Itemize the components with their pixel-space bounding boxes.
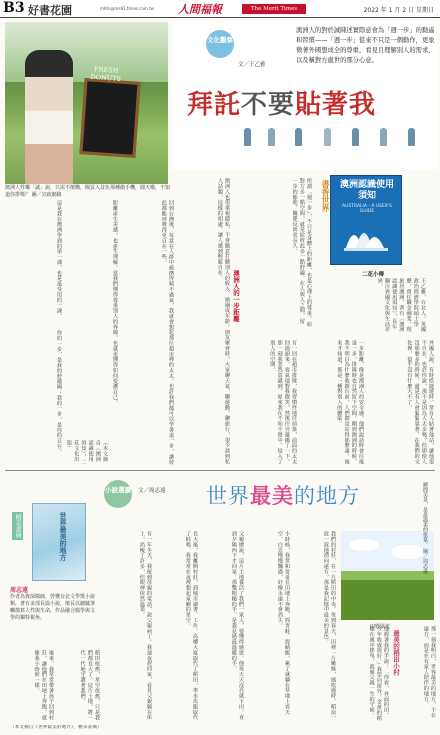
photo-caption: 鄉間美景，是最溫柔的依靠。 圖／周志遠 xyxy=(422,482,428,574)
article-intro: 澳洲人的對於誠陳述實際意會為「週一步」的動遙和習慣——「週一步」從來不只是一個動作，更象徵著外國想成全的尊重，看見且理解別人的需求，以及稱對方處世的那分心意。 xyxy=(296,27,435,64)
issue-date xyxy=(364,5,434,14)
side-title: 書香世界 xyxy=(321,180,330,212)
body-paragraph: 距離產生美感，也產生理解。當我們懂得尊重別人的界線，也就更懂得如何愛護自己。 xyxy=(112,200,118,406)
walker-figure xyxy=(324,128,331,146)
section-divider xyxy=(5,470,435,471)
tag-bubble: 文化觀察 xyxy=(206,30,234,58)
title-part-3: 貼著我 xyxy=(295,90,377,120)
body-paragraph: 你的一步，是我的舒適圈；我的一步，是你的自在。 xyxy=(56,330,62,455)
body-paragraph: 回到台灣後，每當在人群中被擠得喘不過氣，我就會想起那位超市裡的太太。也許我們都可以學著退一步，讓彼此都能呼吸得更自在一些。 xyxy=(160,200,174,465)
body-paragraph: 有一年冬天，我接到母親的電話，說父親病了。我連夜趕回家，看見父親躺在床上，消瘦了許多，但眼神依然溫柔。 xyxy=(138,531,152,720)
body-paragraph: 這是我在澳洲學到的第一課，也是最受用的一課。 xyxy=(56,200,62,319)
article-source-note: （本文摘自《世界最美的地方》，精采書摘） xyxy=(10,725,102,730)
photo-byline: 田野風光 xyxy=(370,624,391,630)
body-paragraph: 後來，我常常帶著孩子回到村莊，讓他們在田埂上奔跑，就像我小時候一樣。 xyxy=(33,650,54,721)
body-paragraph: 小時候，我常和哥哥在田埂上奔跑，抓青蛙、捉蜻蜓，累了就躺在草地上看天空。白雲慢慢飄過，好像永遠不會消失。 xyxy=(276,531,290,715)
sub-heading: 澳洲人的一步距離 xyxy=(232,270,240,322)
cloud-shape xyxy=(349,539,379,551)
body-paragraph: 所謂「週一步」，不只是身體上的距離，也是心理上的尊重。給對方多一點空間，就是給彼此多一點舒適。在人與人之間，留一步的餘地，關係反而更長久。 xyxy=(291,178,312,327)
walker-figure xyxy=(295,128,302,146)
book-label: 二花小傳 xyxy=(362,272,385,278)
title-part-1: 拜託 xyxy=(187,90,242,120)
body-paragraph: 稻田依舊，星空依舊，只是我們都長大了。這片土地，將一代一代地守護著我們。 xyxy=(79,650,100,721)
title-part-2: 最美 xyxy=(250,484,294,508)
photo-chalkboard xyxy=(79,78,140,158)
book-title: 世界最美的地方 xyxy=(59,512,67,561)
section-title: 好書花園 xyxy=(28,4,72,17)
email-address: mhtn@ms91.times.com.tw xyxy=(100,6,154,11)
book-title: 澳洲認識使用須知 xyxy=(339,180,394,201)
date-text: 2022 年 1 月 2 日 xyxy=(363,7,415,14)
book-subtitle: AUSTRALIA · A USER'S GUIDE xyxy=(342,204,392,214)
article-title xyxy=(206,480,360,510)
rice-field-photo xyxy=(341,531,434,620)
walker-figure xyxy=(352,128,359,146)
body-paragraph: 我們的村莊，在一片稻田的中央。每到春天，田裡一片嫩綠，風吹過時，稻浪一波一波地湧向遠方，那是我記憶中最美的景色。 xyxy=(322,531,336,720)
article-title xyxy=(187,84,376,121)
newspaper-logo-english: The Merit Times xyxy=(242,4,306,14)
walker-figure xyxy=(244,128,251,146)
article-author: 文／王乙雅 xyxy=(238,62,266,68)
body-paragraph: 外國人說，有時搭捷運時，常有人貼著他站，讓他很不自在。也許你說，那不是因為人太多嗎？但即使人沒那麼多的時候，還是有人會緊緊靠著，在我們的文化裡，似乎沒有什麼大不了。 xyxy=(406,340,434,465)
walker-figure xyxy=(380,128,387,146)
walker-figure xyxy=(408,128,415,146)
title-part-2: 不要 xyxy=(241,90,296,120)
sub-heading: 最美的稻田小村 xyxy=(392,630,400,676)
cloud-shape xyxy=(391,545,425,559)
body-paragraph: 澳洲人也很重視隱私，不會隨意打聽別人的收入、婚姻或年齡。朋友聚會時，大家聊天氣、聊運動、聊旅行，很少談到私人話題。這樣的相處，讓人感到輕鬆自在。 xyxy=(216,178,230,465)
body-paragraph: 長大後，我離開村莊，到城市讀書、工作。高樓大廈取代了稻田，車水馬龍取代了蛙鳴。我常常在夜裡想起家鄉的星空。 xyxy=(184,531,198,720)
page-number: B3 xyxy=(3,0,25,16)
article-photo xyxy=(5,22,168,184)
opera-house-icon xyxy=(344,214,388,254)
body-paragraph: 他握著我的手說：「你看，外面的田，今年收成很好。」我望向窗外，金黃的稻穗在風中搖曳，就像父親一生的守候。 xyxy=(368,626,389,721)
photo-person xyxy=(25,50,73,184)
excerpt-tag: 精采書摘 xyxy=(14,514,21,538)
newspaper-logo: 人間福報 xyxy=(178,3,222,16)
body-paragraph: 父親總說，這片土地養活了我們一家人，要懂得感恩。他每天天沒亮就下田，直到夕陽西下才回家。那雙粗糙的手，是我見過最溫暖的手。 xyxy=(230,531,244,720)
author-bio: 王乙雅，台北人。英國政治經濟學院碩士學歷，曾任職金融業，現旅居澳洲，著有《澳洲認識使用須知》，長年關注異國文化與生活差異。 xyxy=(376,278,426,332)
masthead xyxy=(0,0,440,18)
title-part-3: 的地方 xyxy=(294,484,360,508)
weekday-text: 星期日 xyxy=(415,7,434,14)
article-source-note: （本文摘自《澳洲認識使用須知》，二花文化出版） xyxy=(65,440,108,465)
body-paragraph: 有一回在超市排隊，我習慣性地往前靠，前面的太太回過頭來，客氣地對我微笑，然後往旁邊挪了一下。那一刻我忽然意識到，原來我在不知不覺中，侵入了別人的空間。 xyxy=(269,340,297,465)
body-paragraph: 那一刻我明白，世界最美的地方，不在遠方，而是在有家人陪伴的地方。 xyxy=(422,626,436,718)
article-author: 文／周志遠 xyxy=(138,488,166,494)
body-paragraph: 一步距離，像是澳洲人的安全感。他們說話時會往後退一步，排隊時也自然留下空間。剛到澳洲的時候，我不明白為什麼收銀台前，人們總是站得那麼遠，後來才知道，那是一種對別人的體貼。 xyxy=(336,340,364,465)
title-part-1: 世界 xyxy=(206,484,250,508)
walking-figures-illustration xyxy=(240,128,430,152)
walker-figure xyxy=(268,128,275,146)
chalkboard-text: FRESH DONUTS xyxy=(90,65,122,84)
author-bio: 作者為資深醫師，曾獲台北文學獎小說類，著有多部長篇小說，擅長以細膩筆觸描寫人性與生命，作品融合醫學與文學的獨特視角。 xyxy=(10,594,96,621)
photo-caption: 澳洲人性樂「誠」說，只需不擅購，閱買入盆伍那種衝手機，聞天哦，不知道你排嗎？ 圖／宣政網路 xyxy=(5,185,171,198)
tag-bubble: 小說選讀 xyxy=(104,480,132,508)
author-name: 周志遠 xyxy=(10,587,29,594)
